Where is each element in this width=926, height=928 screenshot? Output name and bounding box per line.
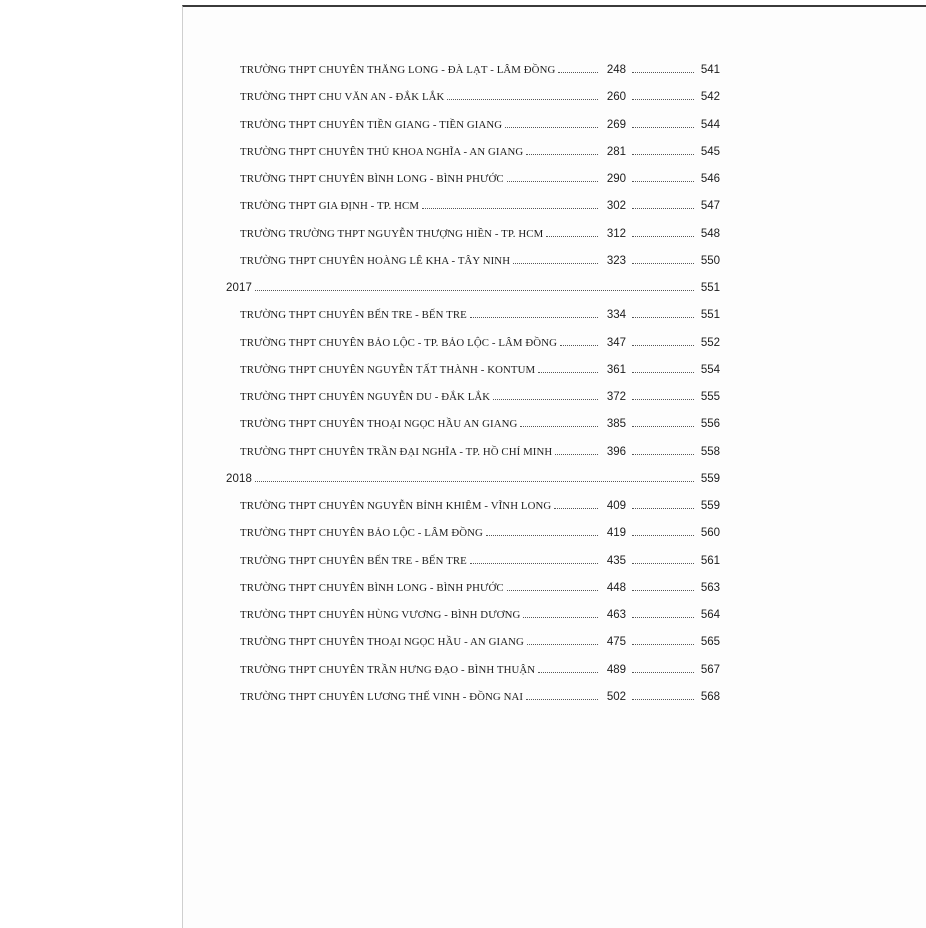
toc-entry-row [240,389,720,405]
dot-leader [526,698,598,700]
toc-entry-title: TRƯỜNG THPT CHUYÊN BẢO LỘC - LÂM ĐỒNG [240,527,483,539]
toc-answer-page: 565 [700,636,720,648]
toc-answer-page: 548 [700,228,720,240]
toc-entry-row [240,553,720,569]
dot-leader [255,480,694,482]
toc-answer-page: 555 [700,391,720,403]
toc-entry-title: TRƯỜNG THPT CHUYÊN NGUYỄN TẤT THÀNH - KONTUM [240,364,536,376]
dot-leader [632,453,694,455]
toc-entry-title: TRƯỜNG THPT CHUYÊN NGUYỄN BỈNH KHIÊM - VĨNH LONG [240,500,552,512]
toc-entry-row [240,362,720,378]
toc-entry-row [240,498,720,514]
toc-entry-row [240,689,720,705]
toc-entry-row [240,198,720,214]
toc-year-label: 2017 [226,282,252,294]
dot-leader [527,643,598,645]
dot-leader [422,207,598,209]
toc-entry-row [240,607,720,623]
toc-entry-row [240,416,720,432]
toc-question-page: 323 [606,255,626,267]
toc-entry-title: TRƯỜNG THPT CHUYÊN TIỀN GIANG - TIỀN GIANG [240,119,503,131]
toc-question-page: 419 [606,527,626,539]
toc-entry-row [240,62,720,78]
toc-question-page: 361 [606,364,626,376]
dot-leader [632,643,694,645]
toc-answer-page: 551 [700,282,720,294]
dot-leader [523,616,598,618]
toc-answer-page: 567 [700,664,720,676]
dot-leader [526,153,598,155]
dot-leader [632,671,694,673]
toc-entry-title: TRƯỜNG THPT CHUYÊN BẢO LỘC - TP. BẢO LỘC - LÂM ĐỒNG [240,337,558,349]
toc-entry-row [240,662,720,678]
toc-entry-title: TRƯỜNG THPT CHUYÊN LƯƠNG THẾ VINH - ĐỒNG NAI [240,691,524,703]
toc-entry-row [240,144,720,160]
dot-leader [632,562,694,564]
dot-leader [546,235,598,237]
dot-leader [632,235,694,237]
toc-entry-title: TRƯỜNG THPT CHUYÊN THĂNG LONG - ĐÀ LẠT - LÂM ĐỒNG [240,64,556,76]
toc-question-page: 435 [606,555,626,567]
dot-leader [520,425,598,427]
toc-entry-row [240,117,720,133]
dot-leader [560,344,598,346]
toc-entry-title: TRƯỜNG TRƯỜNG THPT NGUYỄN THƯỢNG HIỀN - TP. HCM [240,228,544,240]
toc-answer-page: 545 [700,146,720,158]
dot-leader [632,126,694,128]
toc-entry-title: TRƯỜNG THPT CHUYÊN BÌNH LONG - BÌNH PHƯỚC [240,582,504,594]
toc-entry-row [240,525,720,541]
toc-answer-page: 554 [700,364,720,376]
toc-question-page: 372 [606,391,626,403]
dot-leader [470,316,598,318]
dot-leader [632,398,694,400]
dot-leader [632,207,694,209]
dot-leader [255,289,694,291]
toc-question-page: 448 [606,582,626,594]
dot-leader [632,616,694,618]
toc-question-page: 312 [606,228,626,240]
toc-entry-row [240,307,720,323]
toc-entry-row [240,444,720,460]
toc-question-page: 347 [606,337,626,349]
dot-leader [505,126,598,128]
toc-entry-title: TRƯỜNG THPT CHUYÊN HÙNG VƯƠNG - BÌNH DƯƠNG [240,609,521,621]
toc-answer-page: 564 [700,609,720,621]
toc-entry-title: TRƯỜNG THPT GIA ĐỊNH - TP. HCM [240,200,420,212]
toc-entry-row [240,253,720,269]
dot-leader [513,262,598,264]
dot-leader [632,262,694,264]
toc-question-page: 260 [606,91,626,103]
toc-entry-row [240,634,720,650]
dot-leader [632,316,694,318]
toc-answer-page: 544 [700,119,720,131]
toc-answer-page: 560 [700,527,720,539]
dot-leader [632,698,694,700]
dot-leader [632,98,694,100]
toc-entry-title: TRƯỜNG THPT CHUYÊN BẾN TRE - BẾN TRE [240,309,467,321]
dot-leader [507,589,598,591]
dot-leader [632,344,694,346]
toc-entry-row [240,335,720,351]
dot-leader [632,153,694,155]
toc-answer-page: 551 [700,309,720,321]
dot-leader [555,453,598,455]
toc-entry-title: TRƯỜNG THPT CHUYÊN TRẦN ĐẠI NGHĨA - TP. HỒ CHÍ MINH [240,446,553,458]
dot-leader [632,589,694,591]
toc-question-page: 290 [606,173,626,185]
dot-leader [632,534,694,536]
toc-answer-page: 547 [700,200,720,212]
toc-entry-title: TRƯỜNG THPT CHUYÊN HOÀNG LÊ KHA - TÂY NINH [240,255,511,267]
toc-answer-page: 561 [700,555,720,567]
dot-leader [507,180,598,182]
toc-answer-page: 550 [700,255,720,267]
toc-year-row [226,280,720,296]
toc-year-row [226,471,720,487]
dot-leader [447,98,598,100]
toc-entry-title: TRƯỜNG THPT CHUYÊN BÌNH LONG - BÌNH PHƯỚC [240,173,504,185]
toc-answer-page: 568 [700,691,720,703]
dot-leader [632,71,694,73]
toc-answer-page: 541 [700,64,720,76]
toc-entry-title: TRƯỜNG THPT CHUYÊN TRẦN HƯNG ĐẠO - BÌNH THUẬN [240,664,536,676]
toc-entry-title: TRƯỜNG THPT CHUYÊN BẾN TRE - BẾN TRE [240,555,467,567]
toc-question-page: 302 [606,200,626,212]
toc-question-page: 334 [606,309,626,321]
toc-entry-row [240,171,720,187]
toc-question-page: 489 [606,664,626,676]
dot-leader [558,71,598,73]
toc-entry-row [240,89,720,105]
toc-entry-title: TRƯỜNG THPT CHU VĂN AN - ĐẮK LẮK [240,91,445,103]
toc-answer-page: 542 [700,91,720,103]
toc-answer-page: 563 [700,582,720,594]
toc-answer-page: 558 [700,446,720,458]
toc-year-label: 2018 [226,473,252,485]
dot-leader [632,425,694,427]
toc-question-page: 281 [606,146,626,158]
toc-question-page: 385 [606,418,626,430]
toc-answer-page: 559 [700,473,720,485]
dot-leader [554,507,598,509]
toc-entry-title: TRƯỜNG THPT CHUYÊN NGUYỄN DU - ĐẮK LẮK [240,391,491,403]
toc-question-page: 409 [606,500,626,512]
toc-entry-title: TRƯỜNG THPT CHUYÊN THỦ KHOA NGHĨA - AN GIANG [240,146,524,158]
dot-leader [632,371,694,373]
dot-leader [486,534,598,536]
dot-leader [538,671,598,673]
toc-answer-page: 552 [700,337,720,349]
toc-entry-title: TRƯỜNG THPT CHUYÊN THOẠI NGỌC HẦU - AN GIANG [240,636,524,648]
dot-leader [493,398,598,400]
toc-entry-row [240,580,720,596]
toc-question-page: 269 [606,119,626,131]
toc-question-page: 248 [606,64,626,76]
toc-question-page: 396 [606,446,626,458]
toc-entry-row [240,226,720,242]
dot-leader [632,180,694,182]
toc-entry-title: TRƯỜNG THPT CHUYÊN THOẠI NGỌC HẦU AN GIANG [240,418,518,430]
dot-leader [470,562,598,564]
dot-leader [538,371,598,373]
toc-answer-page: 559 [700,500,720,512]
dot-leader [632,507,694,509]
toc-answer-page: 546 [700,173,720,185]
toc-question-page: 463 [606,609,626,621]
toc-question-page: 502 [606,691,626,703]
toc-answer-page: 556 [700,418,720,430]
toc-question-page: 475 [606,636,626,648]
